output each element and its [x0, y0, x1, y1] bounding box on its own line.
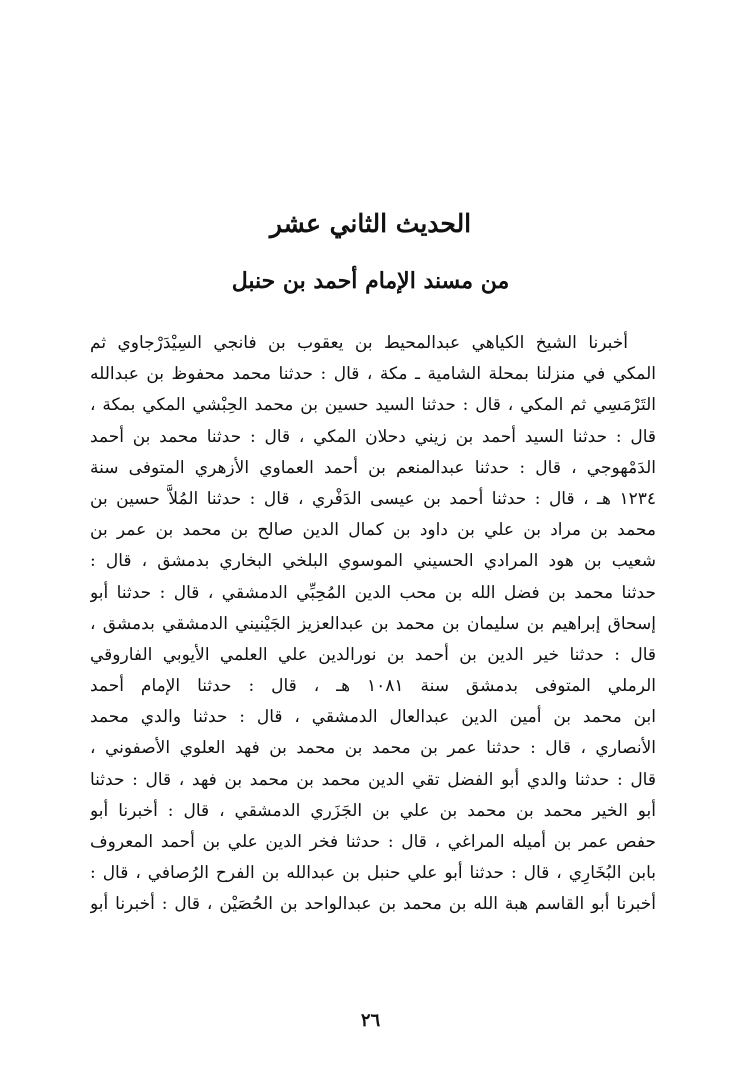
text-line: الأنصاري ، قال : حدثنا عمر بن محمد بن محمد بن فهد العلوي الأصفوني ، — [90, 738, 656, 759]
text-line: المكي في منزلنا بمحلة الشامية ـ مكة ، قال : حدثنا محمد محفوظ بن عبدالله — [90, 364, 656, 385]
text-line: بابن البُخَارِي ، قال : حدثنا أبو علي حنبل بن عبدالله بن الفرح الرُصافي ، قال : — [90, 863, 656, 884]
text-line: ابن محمد بن أمين الدين عبدالعال الدمشقي ، قال : حدثنا والدي محمد — [90, 707, 656, 728]
text-line: حدثنا محمد بن فضل الله بن محب الدين المُحِبِّي الدمشقي ، قال : حدثنا أبو — [90, 582, 656, 603]
text-line: محمد بن مراد بن علي بن داود بن كمال الدين صالح بن محمد بن عمر بن — [90, 520, 656, 541]
page-number: ٢٦ — [360, 1010, 381, 1031]
text-line: التَرْمَسِي ثم المكي ، قال : حدثنا السيد حسين بن محمد الحِبْشي المكي بمكة ، — [90, 395, 656, 416]
text-line: ١٢٣٤ هـ ، قال : حدثنا أحمد بن عيسى الدَفْري ، قال : حدثنا المُلاَّ حسين بن — [90, 488, 656, 509]
text-line: قال : حدثنا خير الدين بن أحمد بن نورالدين علي العلمي الأيوبي الفاروقي — [90, 644, 656, 665]
text-line: إسحاق إبراهيم بن سليمان بن محمد بن عبدالعزيز الجَيْنيني الدمشقي بدمشق ، — [90, 613, 656, 634]
isnad-paragraph — [90, 328, 656, 921]
text-line: قال : حدثنا السيد أحمد بن زيني دحلان المكي ، قال : حدثنا محمد بن أحمد — [90, 426, 656, 447]
text-line: قال : حدثنا والدي أبو الفضل تقي الدين محمد بن محمد بن فهد ، قال : حدثنا — [90, 769, 656, 790]
hadith-subtitle: من مسند الإمام أحمد بن حنبل — [231, 268, 510, 294]
text-line: أخبرنا الشيخ الكياهي عبدالمحيط بن يعقوب بن فانجي السِيْدَرْجاوي ثم — [90, 333, 628, 353]
text-line: حفص عمر بن أميله المراغي ، قال : حدثنا فخر الدين علي بن أحمد المعروف — [90, 832, 656, 852]
text-line: الدَمْهوجي ، قال : حدثنا عبدالمنعم بن أحمد العماوي الأزهري المتوفى سنة — [90, 457, 656, 478]
text-line: أبو الخير محمد بن محمد بن علي بن الجَزَري الدمشقي ، قال : أخبرنا أبو — [90, 800, 656, 821]
hadith-title: الحديث الثاني عشر — [269, 209, 472, 238]
text-line: الرملي المتوفى بدمشق سنة ١٠٨١ هـ ، قال : حدثنا الإمام أحمد — [90, 676, 656, 697]
text-line: شعيب بن هود المرادي الحسيني الموسوي البلخي البخاري بدمشق ، قال : — [90, 551, 656, 572]
text-line: أخبرنا أبو القاسم هبة الله بن محمد بن عبدالواحد بن الحُصَيْن ، قال : أخبرنا أبو — [90, 894, 656, 915]
